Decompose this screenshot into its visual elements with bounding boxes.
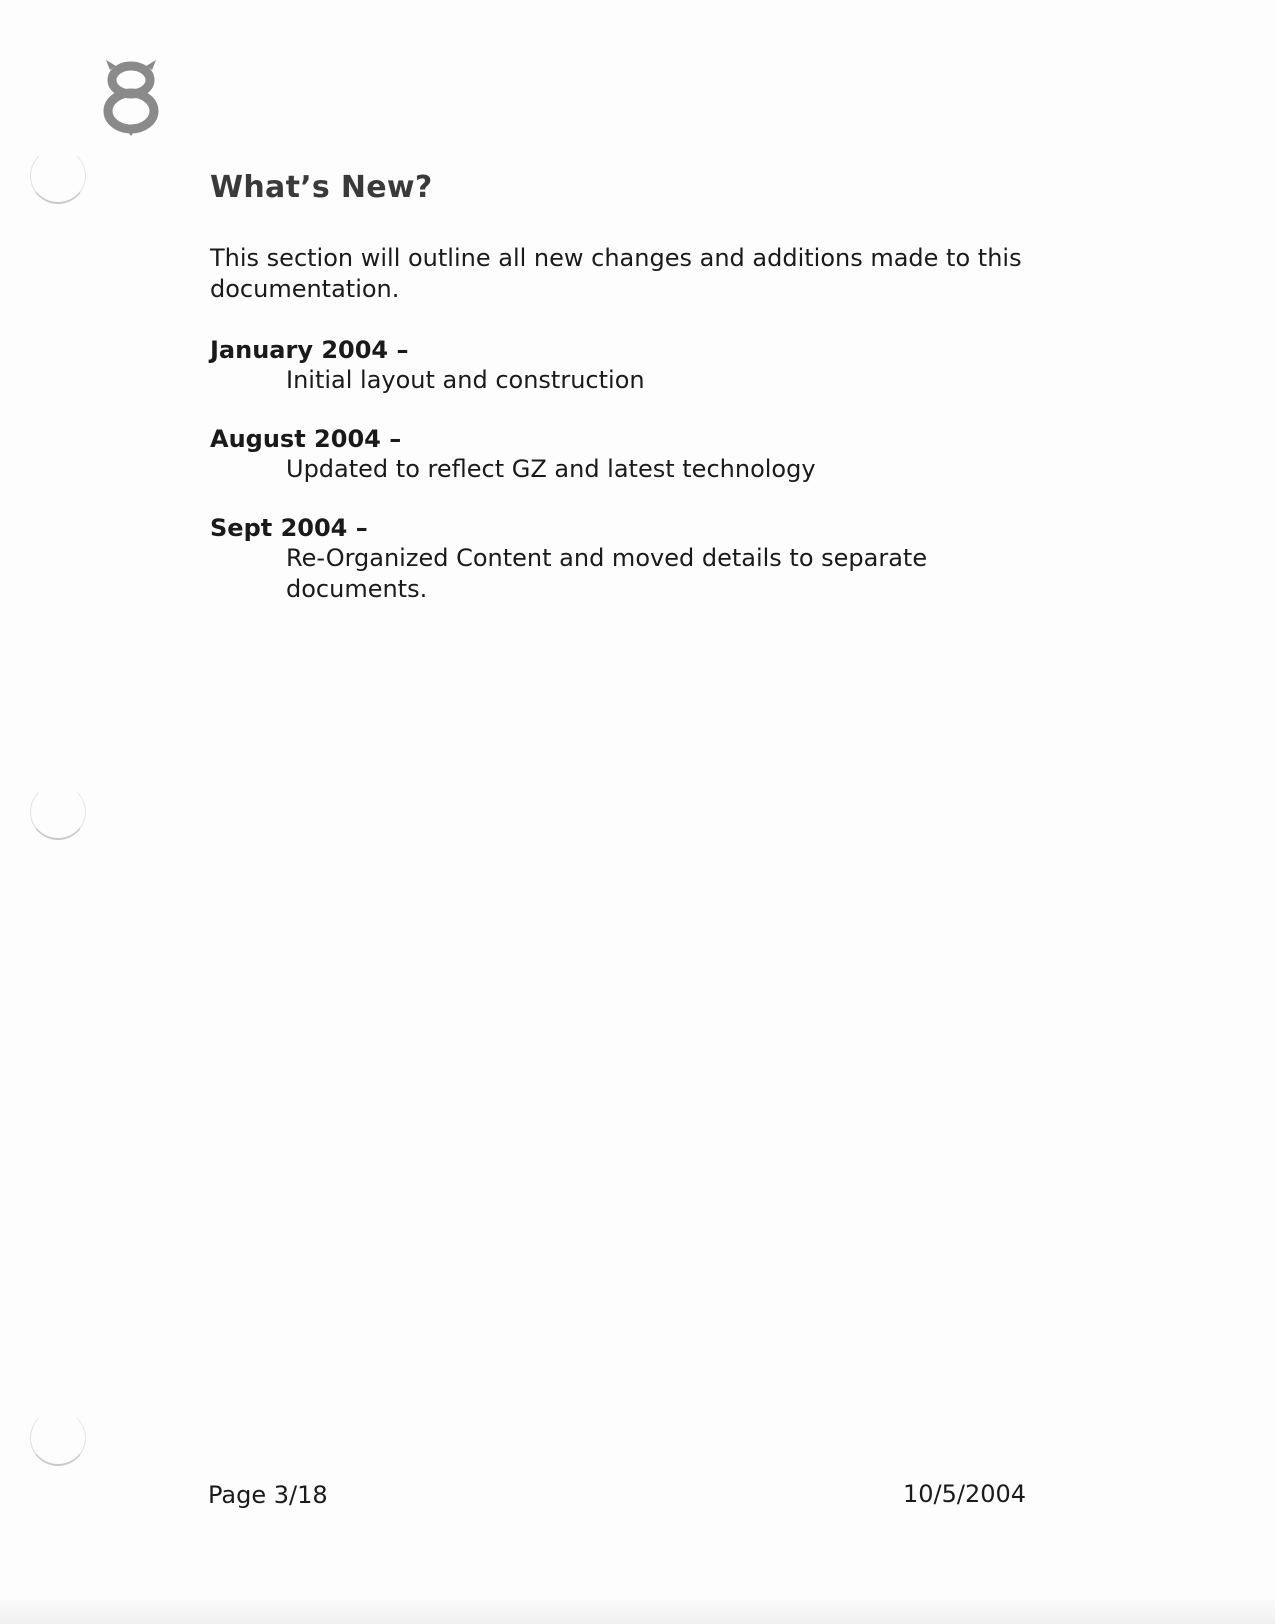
punch-hole <box>30 1410 86 1466</box>
scan-edge <box>0 1600 1275 1624</box>
page-title: What’s New? <box>210 170 433 205</box>
entry-date: January 2004 – <box>210 336 409 364</box>
change-entry <box>210 424 1050 485</box>
change-entry <box>210 513 1050 605</box>
ornamental-8-logo-icon <box>98 56 164 136</box>
entry-date: August 2004 – <box>210 425 402 453</box>
punch-hole <box>30 148 86 204</box>
footer-page-number: Page 3/18 <box>208 1481 328 1509</box>
intro-paragraph: This section will outline all new changes and additions made to this documentation. <box>210 244 1022 303</box>
change-entry <box>210 335 1050 396</box>
entry-description: Updated to reflect GZ and latest technology <box>286 455 816 483</box>
footer-date: 10/5/2004 <box>903 1480 1027 1508</box>
entry-description: Re-Organized Content and moved details to separate documents. <box>286 544 928 603</box>
punch-hole <box>30 784 86 840</box>
entry-description: Initial layout and construction <box>286 366 645 394</box>
main-content <box>210 170 1050 633</box>
entry-date: Sept 2004 – <box>210 514 368 542</box>
